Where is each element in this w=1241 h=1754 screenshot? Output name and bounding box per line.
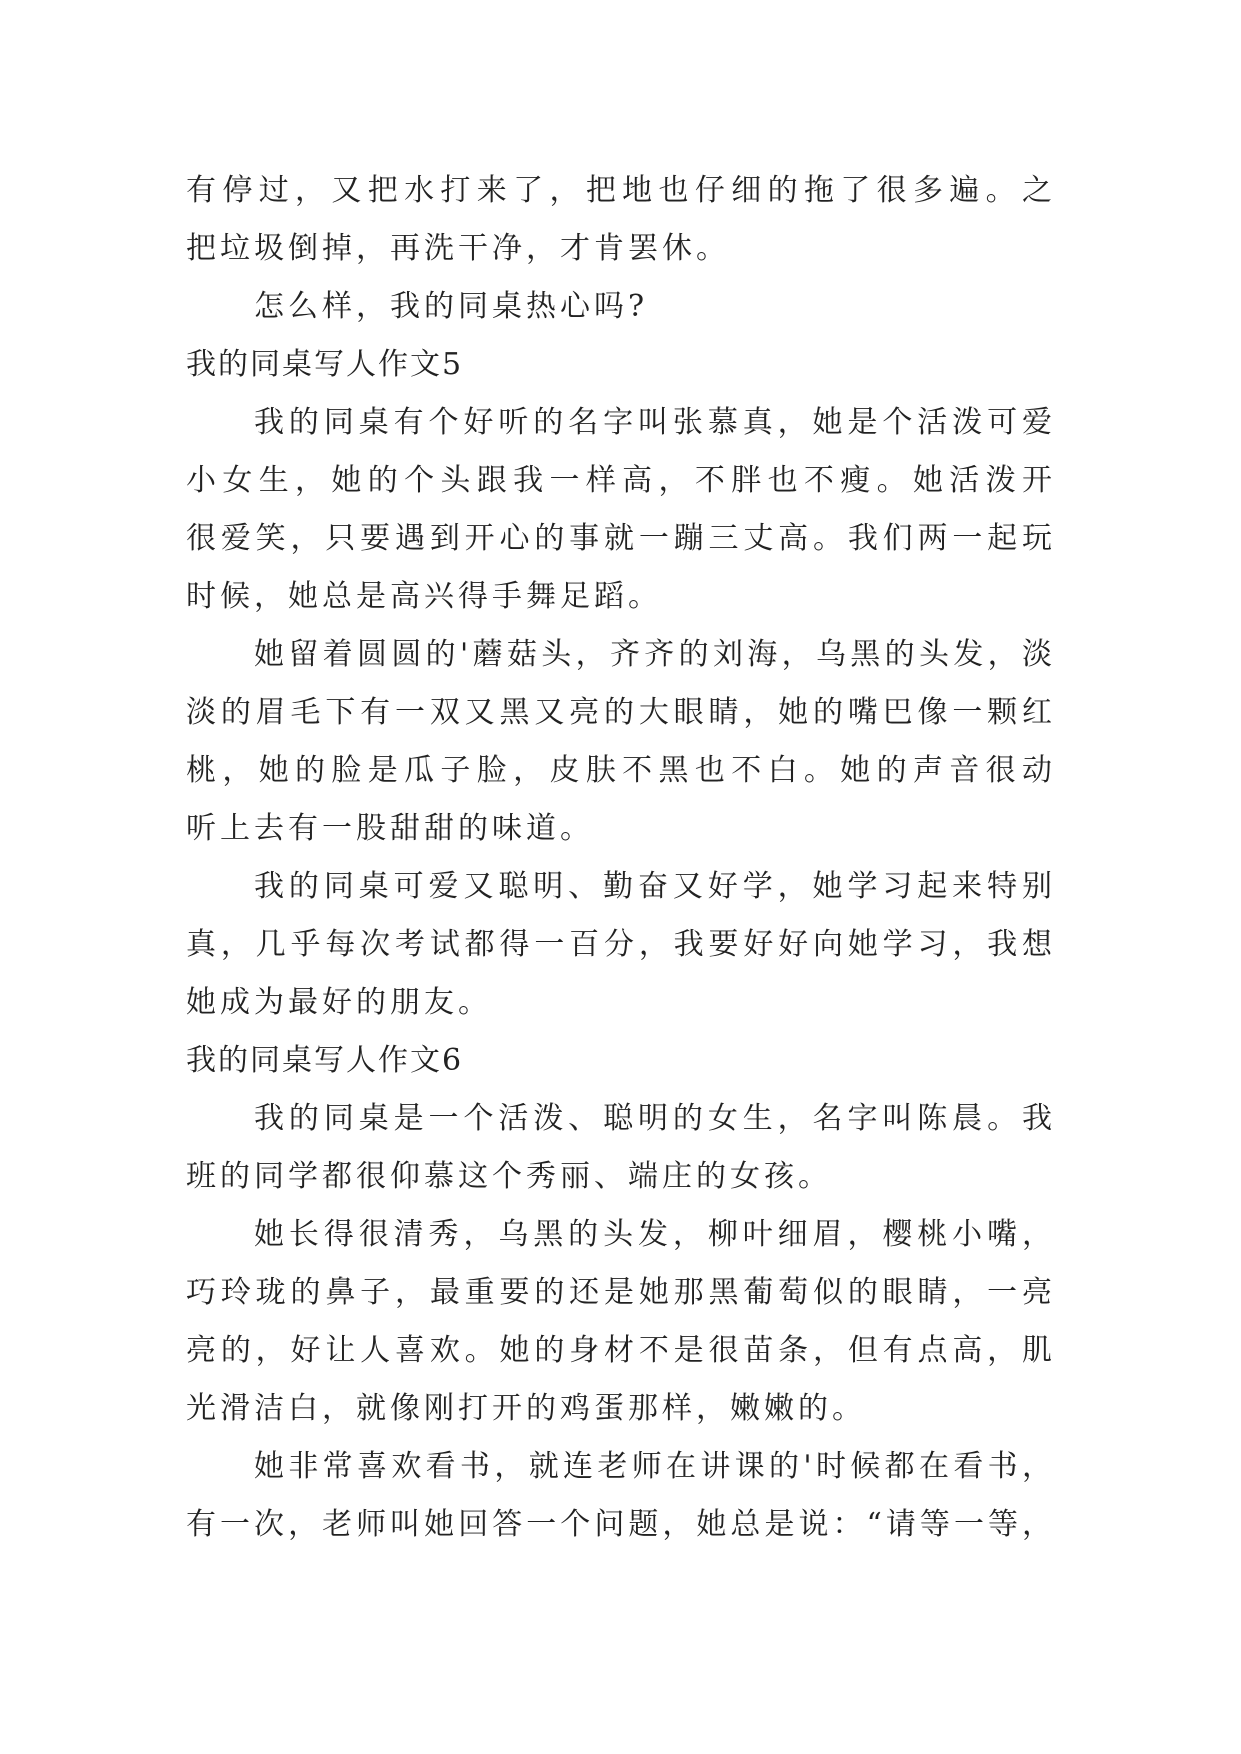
text-line: 我的同桌可爱又聪明、勤奋又好学，她学习起来特别 [254, 869, 1056, 904]
text-line: 小女生，她的个头跟我一样高，不胖也不瘦。她活泼开 [186, 463, 1056, 498]
section-heading: 我的同桌写人作文6 [186, 1043, 464, 1078]
text-line: 有停过，又把水打来了，把地也仔细的拖了很多遍。之 [186, 173, 1056, 208]
text-line: 淡的眉毛下有一双又黑又亮的大眼睛，她的嘴巴像一颗红 [186, 695, 1056, 730]
text-line: 听上去有一股甜甜的味道。 [186, 811, 594, 846]
text-line: 亮的，好让人喜欢。她的身材不是很苗条，但有点高，肌 [186, 1333, 1056, 1368]
text-line: 她成为最好的朋友。 [186, 985, 492, 1020]
text-line: 班的同学都很仰慕这个秀丽、端庄的女孩。 [186, 1159, 832, 1194]
text-line: 巧玲珑的鼻子，最重要的还是她那黑葡萄似的眼睛，一亮 [186, 1275, 1056, 1310]
text-line: 她留着圆圆的'蘑菇头，齐齐的刘海，乌黑的头发，淡 [254, 637, 1056, 672]
text-line: 把垃圾倒掉，再洗干净，才肯罢休。 [186, 231, 730, 266]
text-line: 很爱笑，只要遇到开心的事就一蹦三丈高。我们两一起玩 [186, 521, 1056, 556]
text-line: 她长得很清秀，乌黑的头发，柳叶细眉，樱桃小嘴， [254, 1217, 1056, 1252]
text-line: 我的同桌是一个活泼、聪明的女生，名字叫陈晨。我 [254, 1101, 1056, 1136]
text-line: 时候，她总是高兴得手舞足蹈。 [186, 579, 662, 614]
text-line: 怎么样，我的同桌热心吗? [254, 289, 649, 324]
section-heading: 我的同桌写人作文5 [186, 347, 464, 382]
text-line: 我的同桌有个好听的名字叫张慕真，她是个活泼可爱 [254, 405, 1056, 440]
text-line: 有一次，老师叫她回答一个问题，她总是说：“请等一等， [186, 1507, 1056, 1542]
text-line: 桃，她的脸是瓜子脸，皮肤不黑也不白。她的声音很动 [186, 753, 1056, 788]
text-line: 她非常喜欢看书，就连老师在讲课的'时候都在看书， [254, 1449, 1056, 1484]
text-line: 光滑洁白，就像刚打开的鸡蛋那样，嫩嫩的。 [186, 1391, 866, 1426]
text-line: 真，几乎每次考试都得一百分，我要好好向她学习，我想 [186, 927, 1056, 962]
